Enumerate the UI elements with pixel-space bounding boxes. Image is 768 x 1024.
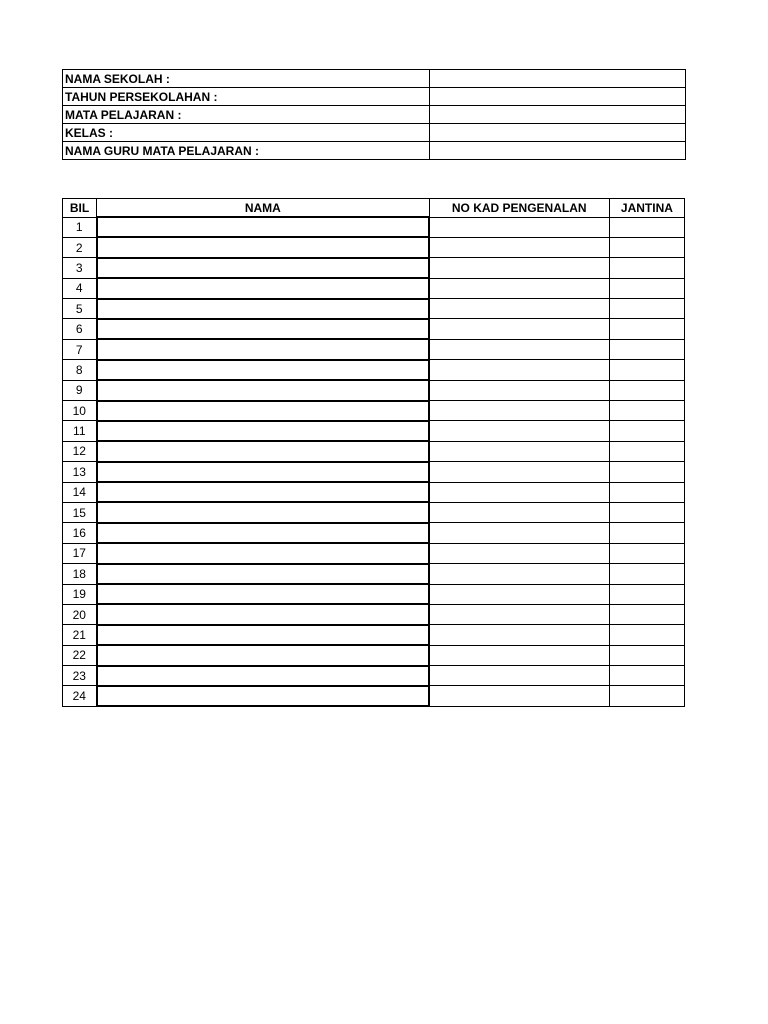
info-value-field[interactable] [430, 106, 686, 124]
table-row [63, 686, 685, 706]
ic-number-cell[interactable] [429, 645, 609, 665]
student-list-table [62, 198, 685, 707]
name-cell[interactable] [97, 258, 430, 278]
gender-cell[interactable] [609, 258, 684, 278]
gender-cell[interactable] [609, 421, 684, 441]
ic-number-cell[interactable] [429, 482, 609, 502]
table-row [63, 278, 685, 298]
table-row [63, 299, 685, 319]
info-label: MATA PELAJARAN : [63, 106, 430, 124]
row-number: 10 [63, 401, 97, 421]
info-value-field[interactable] [430, 88, 686, 106]
gender-cell[interactable] [609, 319, 684, 339]
info-row [63, 106, 686, 124]
table-row [63, 237, 685, 257]
name-cell[interactable] [97, 421, 430, 441]
row-number: 24 [63, 686, 97, 706]
info-row [63, 88, 686, 106]
school-info-table [62, 69, 686, 160]
table-row [63, 360, 685, 380]
ic-number-cell[interactable] [429, 319, 609, 339]
ic-number-cell[interactable] [429, 339, 609, 359]
table-row [63, 625, 685, 645]
row-number: 13 [63, 462, 97, 482]
name-cell[interactable] [97, 482, 430, 502]
table-row [63, 401, 685, 421]
ic-number-cell[interactable] [429, 604, 609, 624]
ic-number-cell[interactable] [429, 299, 609, 319]
ic-number-cell[interactable] [429, 686, 609, 706]
name-cell[interactable] [97, 217, 430, 237]
header-jantina: JANTINA [609, 199, 684, 218]
name-cell[interactable] [97, 278, 430, 298]
gender-cell[interactable] [609, 339, 684, 359]
gender-cell[interactable] [609, 564, 684, 584]
name-cell[interactable] [97, 584, 430, 604]
table-row [63, 645, 685, 665]
table-row [63, 462, 685, 482]
info-label: NAMA GURU MATA PELAJARAN : [63, 142, 430, 160]
gender-cell[interactable] [609, 380, 684, 400]
name-cell[interactable] [97, 686, 430, 706]
ic-number-cell[interactable] [429, 360, 609, 380]
row-number: 5 [63, 299, 97, 319]
ic-number-cell[interactable] [429, 502, 609, 522]
gender-cell[interactable] [609, 299, 684, 319]
name-cell[interactable] [97, 237, 430, 257]
ic-number-cell[interactable] [429, 441, 609, 461]
ic-number-cell[interactable] [429, 258, 609, 278]
gender-cell[interactable] [609, 482, 684, 502]
gender-cell[interactable] [609, 543, 684, 563]
student-list-body [63, 217, 685, 706]
row-number: 18 [63, 564, 97, 584]
gender-cell[interactable] [609, 523, 684, 543]
name-cell[interactable] [97, 523, 430, 543]
header-row [63, 199, 685, 218]
gender-cell[interactable] [609, 401, 684, 421]
row-number: 12 [63, 441, 97, 461]
row-number: 8 [63, 360, 97, 380]
row-number: 3 [63, 258, 97, 278]
ic-number-cell[interactable] [429, 421, 609, 441]
gender-cell[interactable] [609, 625, 684, 645]
table-row [63, 319, 685, 339]
ic-number-cell[interactable] [429, 584, 609, 604]
header-ic: NO KAD PENGENALAN [429, 199, 609, 218]
name-cell[interactable] [97, 299, 430, 319]
row-number: 7 [63, 339, 97, 359]
row-number: 11 [63, 421, 97, 441]
table-row [63, 564, 685, 584]
info-value-field[interactable] [430, 142, 686, 160]
info-label: NAMA SEKOLAH : [63, 70, 430, 88]
info-label: TAHUN PERSEKOLAHAN : [63, 88, 430, 106]
table-row [63, 217, 685, 237]
gender-cell[interactable] [609, 360, 684, 380]
gender-cell[interactable] [609, 584, 684, 604]
info-value-field[interactable] [430, 124, 686, 142]
gender-cell[interactable] [609, 502, 684, 522]
name-cell[interactable] [97, 462, 430, 482]
ic-number-cell[interactable] [429, 543, 609, 563]
row-number: 20 [63, 604, 97, 624]
gender-cell[interactable] [609, 686, 684, 706]
gender-cell[interactable] [609, 645, 684, 665]
name-cell[interactable] [97, 543, 430, 563]
row-number: 14 [63, 482, 97, 502]
gender-cell[interactable] [609, 217, 684, 237]
table-row [63, 258, 685, 278]
ic-number-cell[interactable] [429, 666, 609, 686]
ic-number-cell[interactable] [429, 625, 609, 645]
row-number: 4 [63, 278, 97, 298]
table-row [63, 441, 685, 461]
name-cell[interactable] [97, 401, 430, 421]
ic-number-cell[interactable] [429, 401, 609, 421]
row-number: 22 [63, 645, 97, 665]
header-bil: BIL [63, 199, 97, 218]
row-number: 1 [63, 217, 97, 237]
table-row [63, 339, 685, 359]
ic-number-cell[interactable] [429, 523, 609, 543]
info-value-field[interactable] [430, 70, 686, 88]
name-cell[interactable] [97, 441, 430, 461]
name-cell[interactable] [97, 666, 430, 686]
row-number: 16 [63, 523, 97, 543]
table-row [63, 421, 685, 441]
name-cell[interactable] [97, 645, 430, 665]
ic-number-cell[interactable] [429, 564, 609, 584]
name-cell[interactable] [97, 339, 430, 359]
name-cell[interactable] [97, 380, 430, 400]
row-number: 17 [63, 543, 97, 563]
ic-number-cell[interactable] [429, 380, 609, 400]
table-row [63, 523, 685, 543]
table-row [63, 482, 685, 502]
gender-cell[interactable] [609, 462, 684, 482]
ic-number-cell[interactable] [429, 217, 609, 237]
row-number: 2 [63, 237, 97, 257]
row-number: 23 [63, 666, 97, 686]
row-number: 9 [63, 380, 97, 400]
name-cell[interactable] [97, 319, 430, 339]
row-number: 19 [63, 584, 97, 604]
gender-cell[interactable] [609, 278, 684, 298]
gender-cell[interactable] [609, 666, 684, 686]
info-row [63, 142, 686, 160]
name-cell[interactable] [97, 360, 430, 380]
name-cell[interactable] [97, 502, 430, 522]
table-row [63, 380, 685, 400]
gender-cell[interactable] [609, 237, 684, 257]
header-nama: NAMA [97, 199, 430, 218]
table-row [63, 502, 685, 522]
row-number: 6 [63, 319, 97, 339]
gender-cell[interactable] [609, 441, 684, 461]
name-cell[interactable] [97, 564, 430, 584]
school-info-body [63, 70, 686, 160]
table-row [63, 604, 685, 624]
info-label: KELAS : [63, 124, 430, 142]
info-row [63, 124, 686, 142]
student-list-header [63, 199, 685, 218]
name-cell[interactable] [97, 625, 430, 645]
row-number: 15 [63, 502, 97, 522]
info-row [63, 70, 686, 88]
table-row [63, 666, 685, 686]
ic-number-cell[interactable] [429, 278, 609, 298]
gender-cell[interactable] [609, 604, 684, 624]
ic-number-cell[interactable] [429, 237, 609, 257]
name-cell[interactable] [97, 604, 430, 624]
table-row [63, 543, 685, 563]
ic-number-cell[interactable] [429, 462, 609, 482]
table-row [63, 584, 685, 604]
row-number: 21 [63, 625, 97, 645]
